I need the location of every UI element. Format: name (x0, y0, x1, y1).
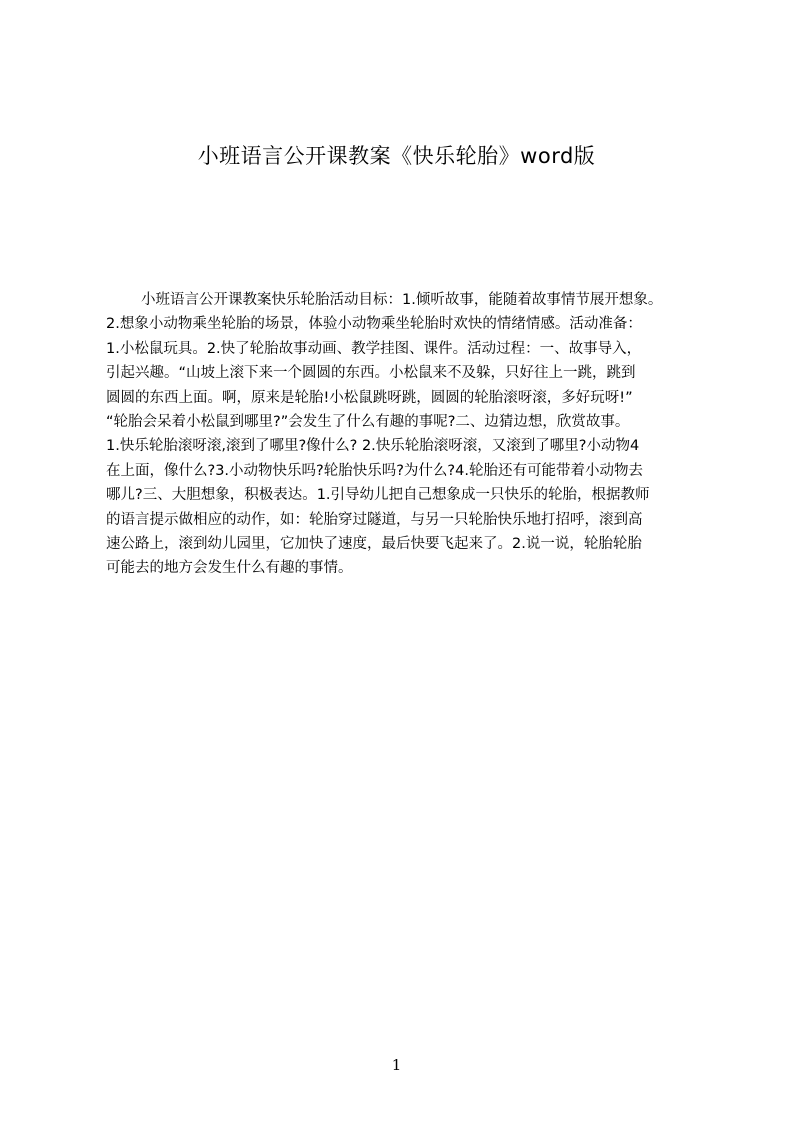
document-title: 小班语言公开课教案《快乐轮胎》word版 (197, 144, 596, 168)
body-line: 在上面，像什么?3.小动物快乐吗?轮胎快乐吗?为什么?4.轮胎还有可能带着小动物去 (106, 462, 643, 479)
page-number: 1 (391, 1056, 402, 1074)
body-line: 1.快乐轮胎滚呀滚,滚到了哪里?像什么? 2.快乐轮胎滚呀滚，又滚到了哪里?小动物4 (106, 438, 640, 455)
body-line: 哪儿?三、大胆想象，积极表达。1.引导幼儿把自己想象成一只快乐的轮胎，根据教师 (106, 487, 650, 504)
body-line: 可能去的地方会发生什么有趣的事情。 (106, 560, 353, 577)
body-line: 1.小松鼠玩具。2.快了轮胎故事动画、教学挂图、课件。活动过程：一、故事导入， (106, 340, 642, 357)
body-line: 速公路上，滚到幼儿园里，它加快了速度，最后快要飞起来了。2.说一说，轮胎轮胎 (106, 535, 642, 552)
body-line: 的语言提示做相应的动作，如：轮胎穿过隧道，与另一只轮胎快乐地打招呼，滚到高 (106, 511, 643, 528)
body-line: 小班语言公开课教案快乐轮胎活动目标：1.倾听故事，能随着故事情节展开想象。 (141, 292, 663, 308)
body-line: “轮胎会呆着小松鼠到哪里?”会发生了什么有趣的事呢?二、边猜边想，欣赏故事。 (106, 413, 630, 430)
body-line: 2.想象小动物乘坐轮胎的场景，体验小动物乘坐轮胎时欢快的情绪情感。活动准备： (106, 316, 642, 333)
body-line: 引起兴趣。“山坡上滚下来一个圆圆的东西。小松鼠来不及躲，只好往上一跳，跳到 (106, 365, 636, 382)
document-body (106, 288, 696, 581)
body-line: 圆圆的东西上面。啊，原来是轮胎!小松鼠跳呀跳，圆圆的轮胎滚呀滚，多好玩呀!” (106, 389, 633, 406)
